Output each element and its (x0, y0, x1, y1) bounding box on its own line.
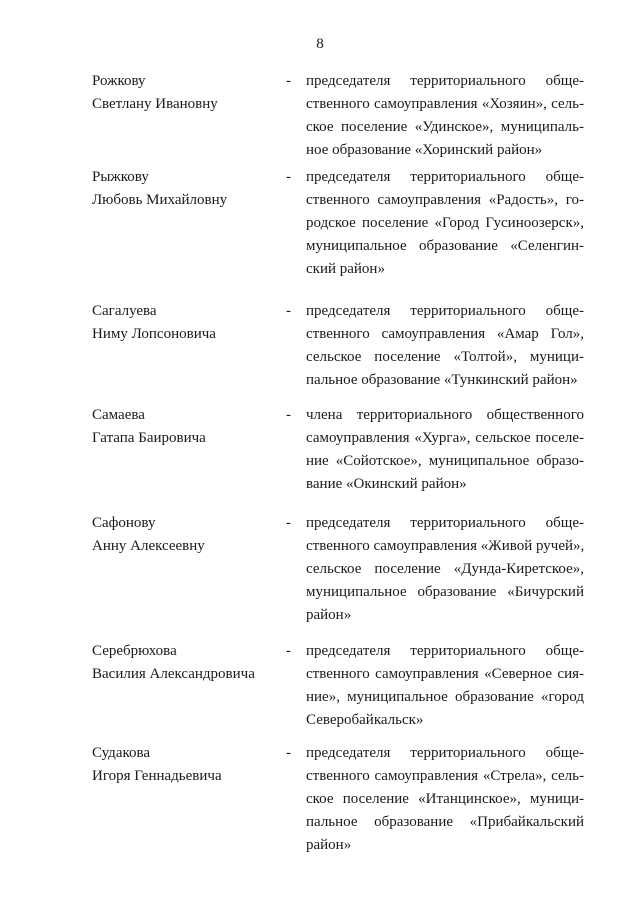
entry-description (306, 300, 584, 392)
person-surname: Самаева (92, 407, 145, 423)
list-item (92, 512, 586, 640)
description-line: ское поселение «Итанцинское», муници- (306, 791, 584, 807)
description-line: район» (306, 607, 352, 623)
person-surname: Судакова (92, 745, 151, 761)
person-surname: Рожкову (92, 73, 146, 89)
description-line: члена территориального общественного (306, 407, 584, 423)
page-number: 8 (316, 36, 324, 52)
description-line: председателя территориального обще- (306, 169, 584, 185)
description-line: председателя территориального обще- (306, 515, 584, 531)
description-line: ственного самоуправления «Хозяин», сель- (306, 96, 584, 112)
description-line: муниципальное образование «Селенгин- (306, 238, 584, 254)
entry-dash: - (286, 643, 291, 659)
description-line: ственного самоуправления «Живой ручей», (306, 538, 585, 554)
entry-dash: - (286, 303, 291, 319)
entry-description (306, 640, 584, 732)
entry-description (306, 404, 584, 496)
description-line: председателя территориального обще- (306, 643, 584, 659)
description-line: муниципальное образование «Бичурский (306, 584, 584, 600)
person-name (92, 742, 282, 788)
person-name (92, 404, 282, 450)
description-line: ственного самоуправления «Стрела», сель- (306, 768, 584, 784)
person-given-names: Гатапа Баировича (92, 430, 206, 446)
description-line: ственного самоуправления «Северное сия- (306, 666, 584, 682)
person-surname: Сагалуева (92, 303, 157, 319)
person-name (92, 70, 282, 116)
description-line: вание «Окинский район» (306, 476, 467, 492)
person-name (92, 166, 282, 212)
description-line: председателя территориального обще- (306, 73, 584, 89)
description-line: председателя территориального обще- (306, 745, 584, 761)
list-item (92, 70, 586, 166)
person-surname: Сафонову (92, 515, 156, 531)
entry-dash: - (286, 515, 291, 531)
description-line: сельское поселение «Толтой», муници- (306, 349, 584, 365)
person-given-names: Игоря Геннадьевича (92, 768, 222, 784)
description-line: ское поселение «Удинское», муниципаль- (306, 119, 584, 135)
entry-description (306, 512, 584, 627)
description-line: ственного самоуправления «Амар Гол», (306, 326, 584, 342)
list-item (92, 742, 586, 852)
description-line: ние», муниципальное образование «город (306, 689, 584, 705)
description-line: ственного самоуправления «Радость», го- (306, 192, 584, 208)
award-list (92, 70, 586, 852)
description-line: ние «Сойотское», муниципальное образо- (306, 453, 584, 469)
entry-dash: - (286, 407, 291, 423)
description-line: самоуправления «Хурга», сельское поселе- (306, 430, 584, 446)
description-line: родское поселение «Город Гусиноозерск», (306, 215, 584, 231)
person-name (92, 512, 282, 558)
person-surname: Рыжкову (92, 169, 149, 185)
person-given-names: Анну Алексеевну (92, 538, 205, 554)
person-given-names: Любовь Михайловну (92, 192, 228, 208)
entry-dash: - (286, 169, 291, 185)
person-given-names: Светлану Ивановну (92, 96, 218, 112)
person-name (92, 300, 282, 346)
entry-dash: - (286, 73, 291, 89)
description-line: председателя территориального обще- (306, 303, 584, 319)
description-line: пальное образование «Прибайкальский (306, 814, 584, 830)
description-line: ное образование «Хоринский район» (306, 142, 543, 158)
list-item (92, 300, 586, 404)
entry-description (306, 166, 584, 281)
entry-dash: - (286, 745, 291, 761)
entry-description (306, 742, 584, 857)
person-surname: Серебрюхова (92, 643, 177, 659)
person-given-names: Василия Александровича (92, 666, 255, 682)
description-line: Северобайкальск» (306, 712, 424, 728)
list-item (92, 404, 586, 512)
person-name (92, 640, 282, 686)
list-item (92, 166, 586, 300)
entry-description (306, 70, 584, 162)
description-line: ский район» (306, 261, 385, 277)
list-item (92, 640, 586, 742)
description-line: сельское поселение «Дунда-Киретское», (306, 561, 584, 577)
description-line: пальное образование «Тункинский район» (306, 372, 578, 388)
person-given-names: Ниму Лопсоновича (92, 326, 216, 342)
description-line: район» (306, 837, 352, 853)
